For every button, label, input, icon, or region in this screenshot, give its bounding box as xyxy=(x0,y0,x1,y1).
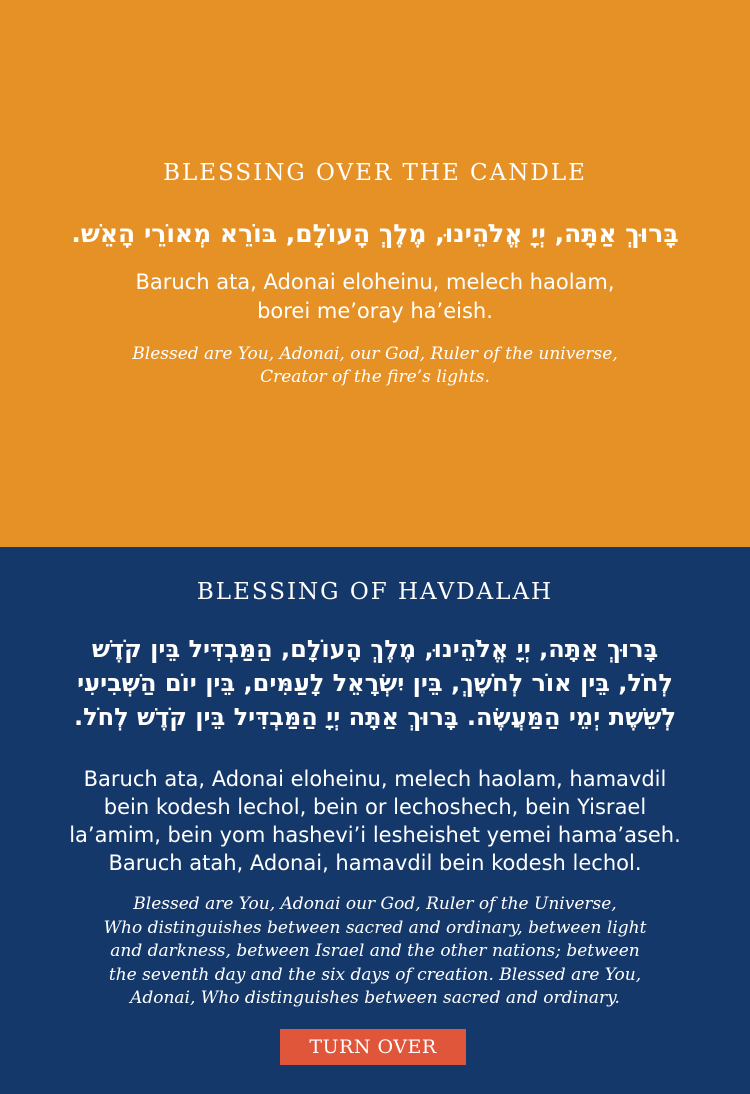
havdalah-blessing-heading: BLESSING OF HAVDALAH xyxy=(196,579,554,605)
havdalah-transliteration-line: la’amim, bein yom hashevi’i lesheishet yemei hama’aseh. xyxy=(69,823,681,847)
turn-over-button[interactable]: TURN OVER xyxy=(280,1029,466,1065)
candle-translation-line: Creator of the fire’s lights. xyxy=(260,367,490,387)
candle-blessing-translation xyxy=(60,343,690,389)
havdalah-translation-line: and darkness, between Israel and the other nations; between xyxy=(110,941,640,961)
havdalah-blessing-transliteration xyxy=(18,765,732,877)
havdalah-hebrew-line: בָּרוּךְ אַתָּה, יְיָ אֱלֹהֵינוּ, מֶלֶךְ הָעוֹלָם, הַמַּבְדִּיל בֵּין קֹדֶשׁ xyxy=(91,635,659,663)
candle-blessing-heading: BLESSING OVER THE CANDLE xyxy=(163,160,587,186)
havdalah-transliteration-line: bein kodesh lechol, bein or lechoshech, bein Yisrael xyxy=(103,795,647,819)
havdalah-translation-line: Who distinguishes between sacred and ordinary, between light xyxy=(103,917,647,938)
candle-transliteration-line: Baruch ata, Adonai eloheinu, melech haolam, xyxy=(135,270,615,294)
havdalah-transliteration-line: Baruch atah, Adonai, hamavdil bein kodesh lechol. xyxy=(108,851,642,875)
candle-translation-line: Blessed are You, Adonai, our God, Ruler of the universe, xyxy=(132,344,618,364)
havdalah-blessing-hebrew xyxy=(18,632,732,734)
havdalah-translation-line: Blessed are You, Adonai our God, Ruler of the Universe, xyxy=(133,894,617,914)
candle-transliteration-line: borei me’oray ha’eish. xyxy=(257,299,493,323)
havdalah-translation-line: the seventh day and the six days of creation. Blessed are You, xyxy=(108,964,642,985)
havdalah-translation-line: Adonai, Who distinguishes between sacred and ordinary. xyxy=(130,988,620,1008)
havdalah-transliteration-line: Baruch ata, Adonai eloheinu, melech haolam, hamavdil xyxy=(83,767,667,791)
havdalah-blessing-translation xyxy=(40,893,710,1011)
havdalah-hebrew-line: לְחֹל, בֵּין אוֹר לְחֹשֶׁךְ, בֵּין יִשְׂרָאֵל לָעַמִּים, בֵּין יוֹם הַשְּׁבִיעִי xyxy=(77,669,673,697)
candle-blessing-hebrew: בָּרוּךְ אַתָּה, יְיָ אֱלֹהֵינוּ, מֶלֶךְ הָעוֹלָם, בּוֹרֵא מְאוֹרֵי הָאֵשׁ. xyxy=(71,219,679,248)
havdalah-hebrew-line: לְשֵׁשֶׁת יְמֵי הַמַּעֲשֶׂה. בָּרוּךְ אַתָּה יְיָ הַמַּבְדִּיל בֵּין קֹדֶשׁ לְחֹל. xyxy=(73,703,677,731)
candle-blessing-transliteration xyxy=(40,268,710,326)
havdalah-blessing-section xyxy=(0,547,750,1094)
